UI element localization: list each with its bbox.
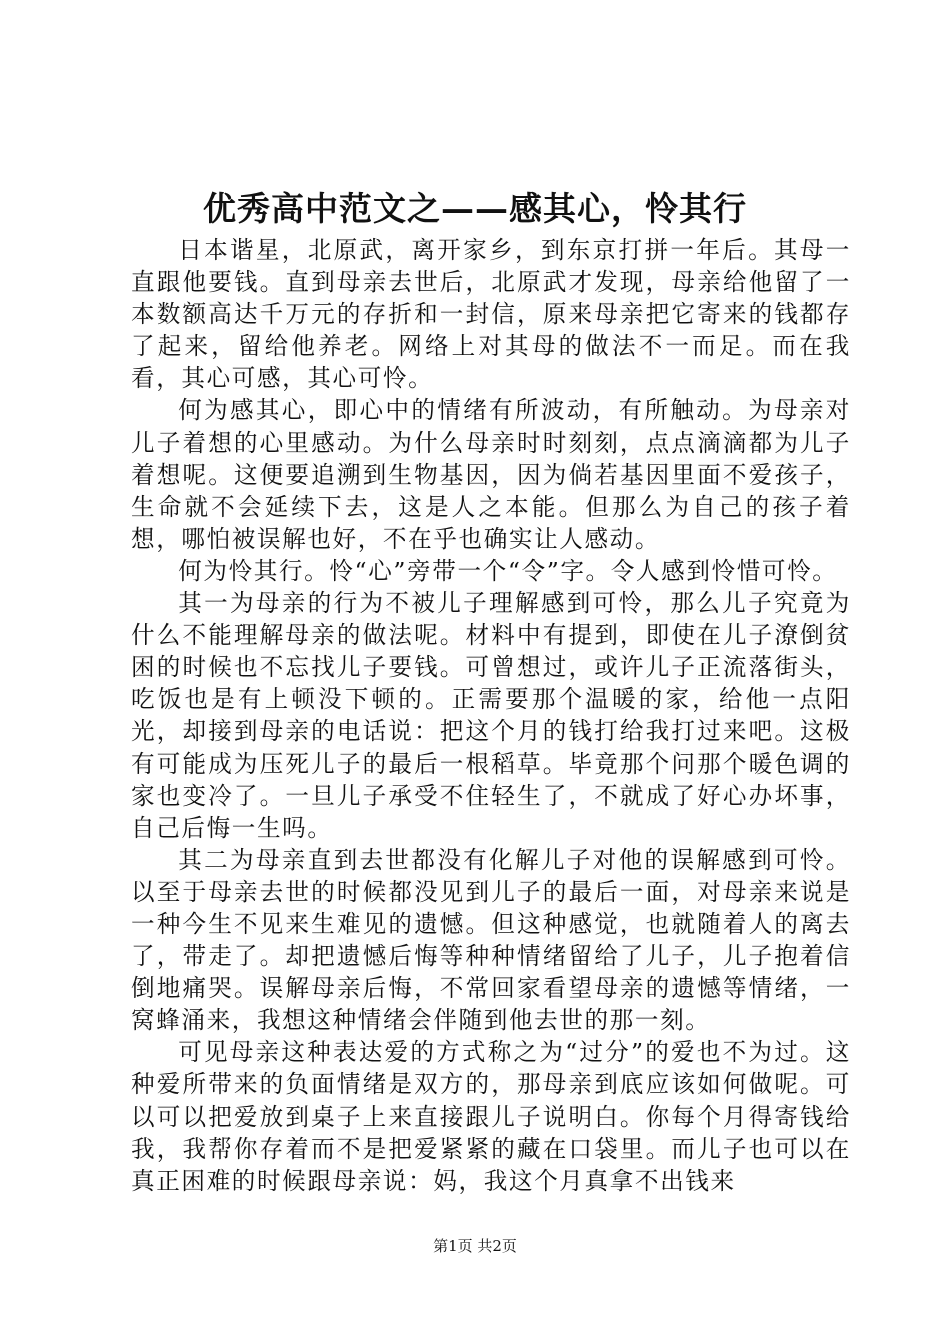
paragraph-2: 何为感其心，即心中的情绪有所波动，有所触动。为母亲对儿子着想的心里感动。为什么母亲时时刻刻，点点滴滴都为儿子着想呢。这便要追溯到生物基因，因为倘若基因里面不爱孩子，生命就不会延续下去，这是人之本能。但那么为自己的孩子着想，哪怕被误解也好，不在乎也确实让人感动。: [131, 396, 851, 553]
paragraph-4: 其一为母亲的行为不被儿子理解感到可怜，那么儿子究竟为什么不能理解母亲的做法呢。材料中有提到，即使在儿子潦倒贫困的时候也不忘找儿子要钱。可曾想过，或许儿子正流落街头，吃饭也是有上顿没下顿的。正需要那个温暖的家，给他一点阳光，却接到母亲的电话说：把这个月的钱打给我打过来吧。这极有可能成为压死儿子的最后一根稻草。毕竟那个问那个暖色调的家也变冷了。一旦儿子承受不住轻生了，不就成了好心办坏事，自己后悔一生吗。: [131, 589, 851, 842]
paragraph-1: 日本谐星，北原武，离开家乡，到东京打拼一年后。其母一直跟他要钱。直到母亲去世后，北原武才发现，母亲给他留了一本数额高达千万元的存折和一封信，原来母亲把它寄来的钱都存了起来，留给他养老。网络上对其母的做法不一而足。而在我看，其心可感，其心可怜。: [131, 236, 851, 393]
page-footer: 第1页 共2页: [433, 1237, 517, 1255]
paragraph-3: 何为怜其行。怜“心”旁带一个“令”字。令人感到怜惜可怜。: [178, 556, 838, 585]
document-body: [131, 234, 851, 1197]
paragraph-6: 可见母亲这种表达爱的方式称之为“过分”的爱也不为过。这种爱所带来的负面情绪是双方的，那母亲到底应该如何做呢。可以可以把爱放到桌子上来直接跟儿子说明白。你每个月得寄钱给我，我帮你存着而不是把爱紧紧的藏在口袋里。而儿子也可以在真正困难的时候跟母亲说：妈，我这个月真拿不出钱来: [131, 1038, 851, 1195]
document-title: 优秀高中范文之——感其心，怜其行: [203, 189, 747, 228]
paragraph-5: 其二为母亲直到去世都没有化解儿子对他的误解感到可怜。以至于母亲去世的时候都没见到儿子的最后一面，对母亲来说是一种今生不见来生难见的遗憾。但这种感觉，也就随着人的离去了，带走了。却把遗憾后悔等种种情绪留给了儿子，儿子抱着信倒地痛哭。误解母亲后悔，不常回家看望母亲的遗憾等情绪，一窝蜂涌来，我想这种情绪会伴随到他去世的那一刻。: [131, 845, 851, 1035]
